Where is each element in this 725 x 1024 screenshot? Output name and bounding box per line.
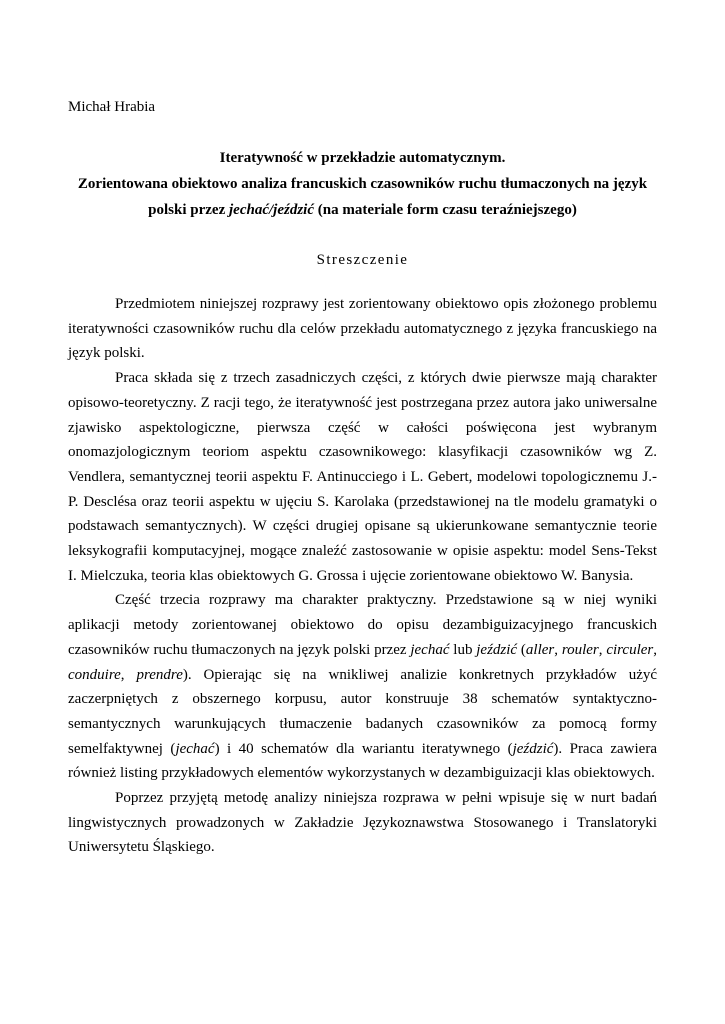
verb-jechac-italic: jechać xyxy=(175,740,215,757)
paragraph-3-text: ). Praca zawiera również listing przykładowych elementów wykorzystanych w dezambiguizacji klas obiektowych. xyxy=(68,740,657,782)
title-line-3-tail: (na materiale form czasu teraźniejszego) xyxy=(314,202,577,218)
paragraph-3-text: , xyxy=(554,641,562,658)
verb-circuler-italic: circuler xyxy=(606,641,654,658)
paragraph-3-text: ). Opierając się na wnikliwej analizie konkretnych przykładów użyć zaczerpniętych z obszernego korpusu, autor konstruuje 38 schematów syntaktyczno-semantycznych warunkujących tłumaczenie badanych czasowników za pomocą formy semelfaktywnej ( xyxy=(68,666,658,757)
verb-jezdzic-italic: jeździć xyxy=(512,740,554,757)
paragraph-3-text: , xyxy=(598,641,607,658)
paragraph-3-text: , xyxy=(653,641,658,658)
paragraph-3-text: lub xyxy=(449,641,477,658)
paragraph-3-text: , xyxy=(120,666,137,683)
verb-rouler-italic: rouler xyxy=(561,641,599,658)
title-verbs-italic: jechać/jeździć xyxy=(229,202,314,218)
verb-jezdzic-italic: jeździć xyxy=(476,641,518,658)
paragraph-3 xyxy=(68,588,657,786)
title-line-2: Zorientowana obiektowo analiza francuskich czasowników ruchu tłumaczonych na język xyxy=(77,176,648,192)
section-heading: Streszczenie xyxy=(316,252,409,268)
paragraph-3-text: ( xyxy=(517,641,526,658)
paragraph-3-text: Część trzecia rozprawy ma charakter praktyczny. Przedstawione są w niej wyniki aplikacji metody zorientowanej obiektowo do opisu dezambiguizacyjnego francuskich czasowników ruchu tłumaczonych na język polski przez xyxy=(68,592,657,658)
paragraph-2: Praca składa się z trzech zasadniczych części, z których dwie pierwsze mają charakter opisowo-teoretyczny. Z racji tego, że iteratywność jest postrzegana przez autora jako uniwersalne zjawisko aspektologiczne, pierwsza część w całości poświęcona jest wybranym onomazjologicznym teoriom aspektu czasownikowego: klasyfikacji czasowników wg Z. Vendlera, semantycznej teorii aspektu F. Antinucciego i L. Gebert, modelowi topologicznemu J.-P. Desclésa oraz teorii aspektu w ujęciu S. Karolaka (przedstawionej na tle modelu gramatyki o podstawach semantycznych). W części drugiej opisane są ukierunkowane semantycznie teorie leksykografii komputacyjnej, mogące znaleźć zastosowanie w opisie aspektu: model Sens-Tekst I. Mielczuka, teoria klas obiektowych G. Grossa i ujęcie zorientowane obiektowo W. Banysia. xyxy=(68,370,657,584)
verb-jechac-italic: jechać xyxy=(410,641,450,658)
verb-prendre-italic: prendre xyxy=(136,666,183,683)
verb-aller-italic: aller xyxy=(525,641,555,658)
paragraph-4: Poprzez przyjętą metodę analizy niniejsza rozprawa w pełni wpisuje się w nurt badań lingwistycznych prowadzonych w Zakładzie Językoznawstwa Stosowanego i Translatoryki Uniwersytetu Śląskiego. xyxy=(68,790,657,856)
title-line-3 xyxy=(68,197,657,223)
paragraph-3-text: ) i 40 schematów dla wariantu iteratywnego ( xyxy=(214,740,513,757)
abstract-body xyxy=(68,292,657,860)
paragraph-1: Przedmiotem niniejszej rozprawy jest zorientowany obiektowo opis złożonego problemu iteratywności czasowników ruchu dla celów przekładu automatycznego z języka francuskiego na język polski. xyxy=(68,296,657,362)
title-line-1: Iteratywność w przekładzie automatycznym. xyxy=(219,150,506,166)
title-line-3-text: polski przez xyxy=(148,202,230,218)
document-title xyxy=(68,145,657,223)
verb-conduire-italic: conduire xyxy=(68,666,121,683)
author-name: Michał Hrabia xyxy=(68,99,156,115)
